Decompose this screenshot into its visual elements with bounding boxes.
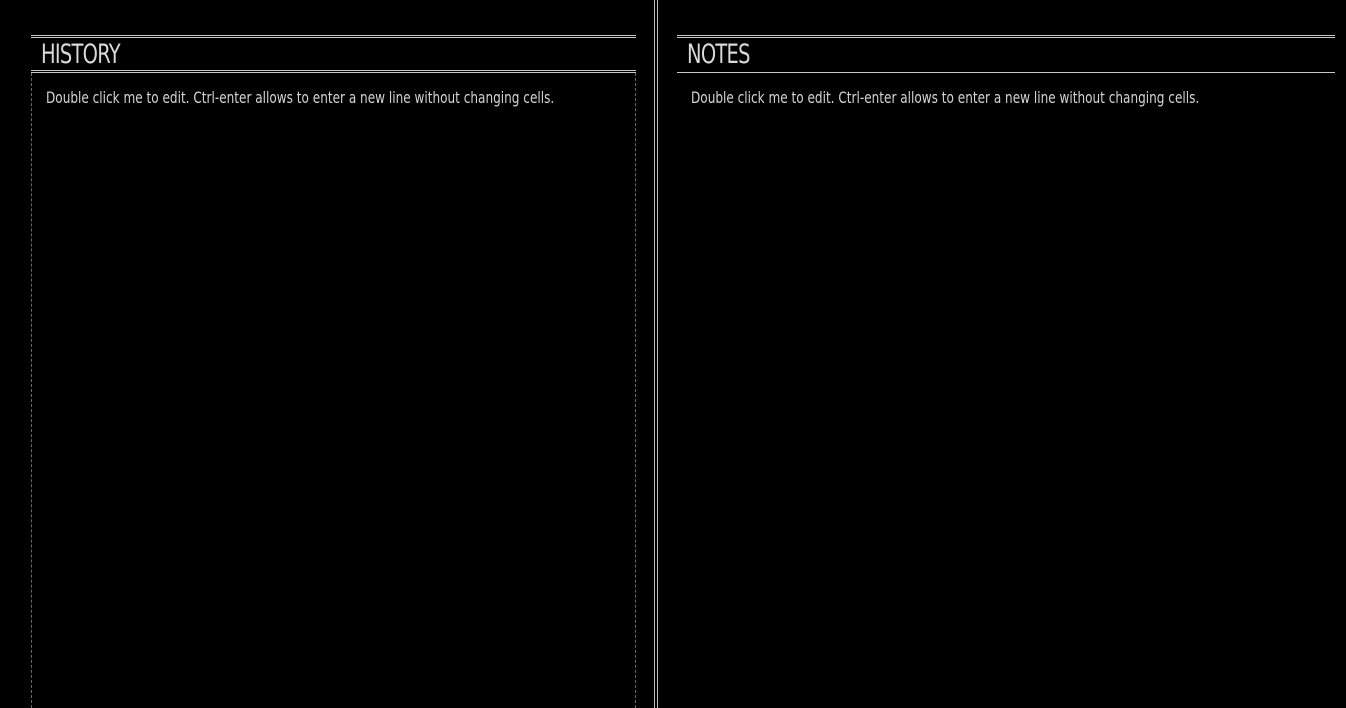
history-header xyxy=(31,35,636,73)
notes-header xyxy=(677,35,1335,73)
center-divider xyxy=(654,0,658,708)
history-title: HISTORY xyxy=(41,39,120,70)
notes-panel xyxy=(677,35,1335,708)
history-panel xyxy=(31,35,636,708)
history-cell[interactable] xyxy=(31,73,636,708)
notes-title: NOTES xyxy=(687,39,750,70)
notes-cell-text[interactable]: Double click me to edit. Ctrl-enter allows to enter a new line without changing cells. xyxy=(691,88,1200,107)
history-cell-text[interactable]: Double click me to edit. Ctrl-enter allows to enter a new line without changing cells. xyxy=(46,88,555,107)
notes-cell[interactable] xyxy=(677,73,1335,708)
